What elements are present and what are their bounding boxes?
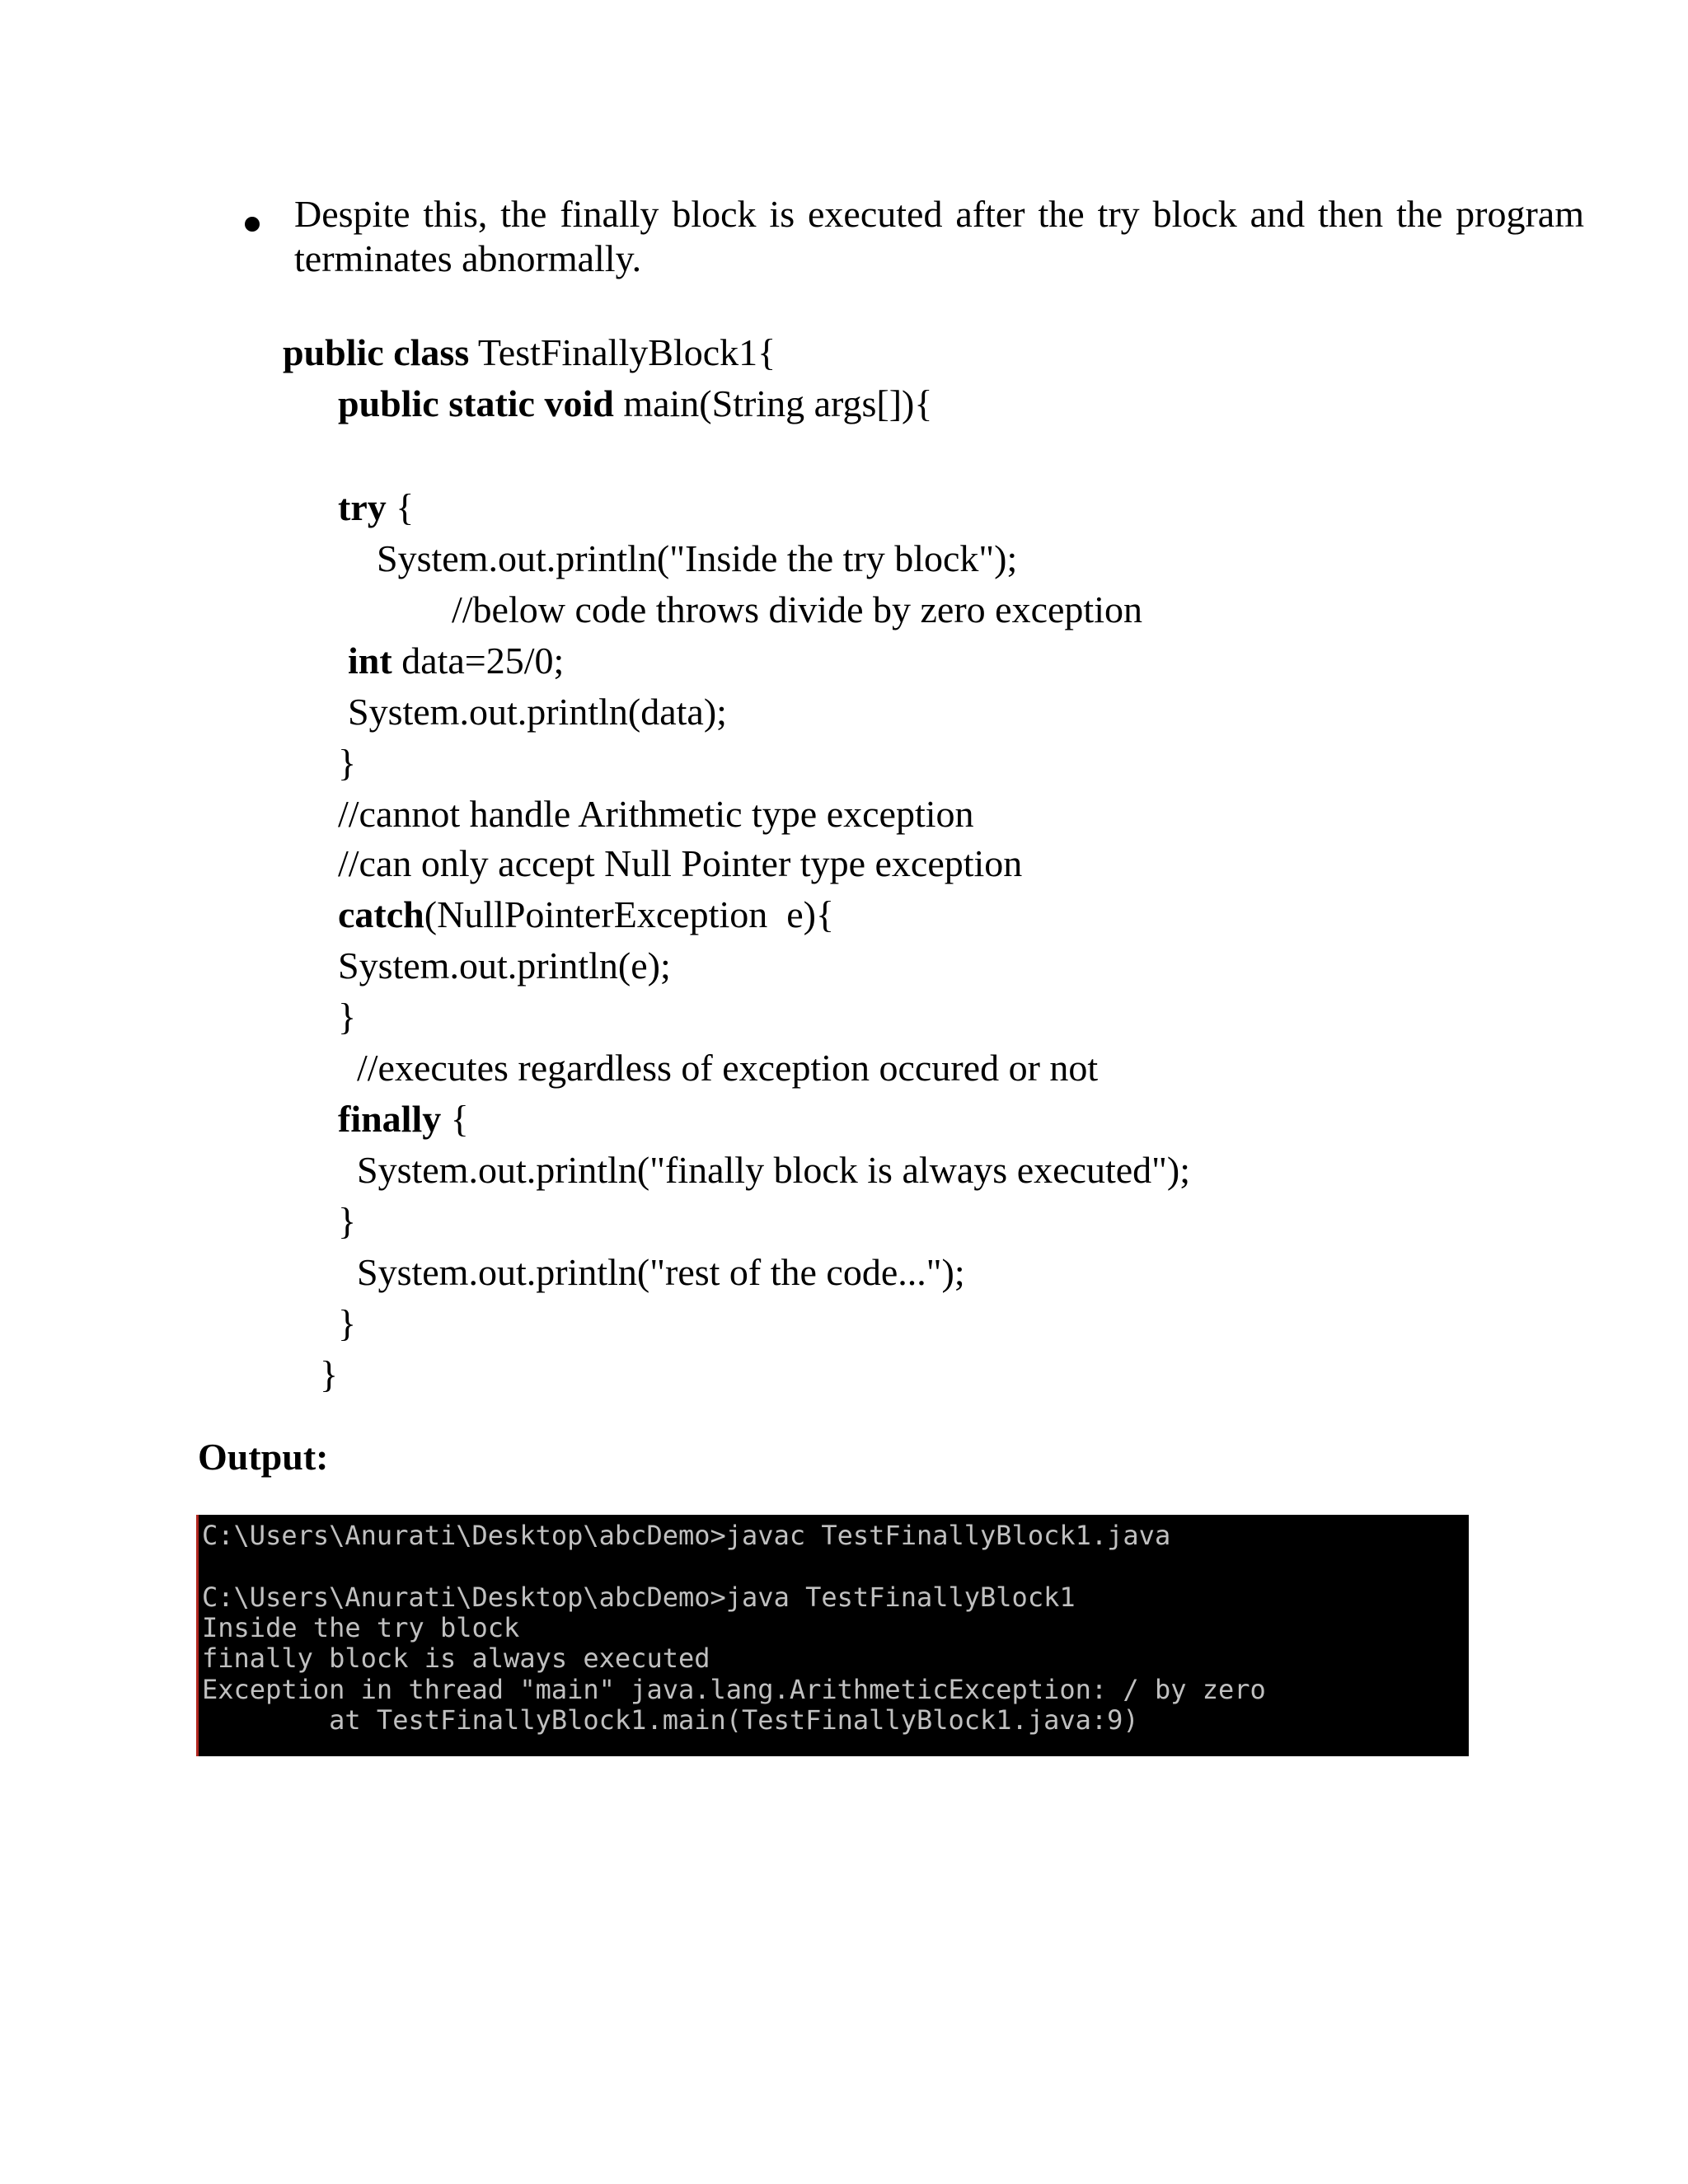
bullet-icon — [245, 217, 260, 232]
code-comment: //executes regardless of exception occured or not — [357, 1047, 1099, 1089]
console-line: finally block is always executed — [202, 1643, 710, 1674]
code-comment: //can only accept Null Pointer type exception — [338, 842, 1023, 884]
code-line: public static void main(String args[]){ — [338, 382, 933, 424]
console-line: at TestFinallyBlock1.main(TestFinallyBlock1.java:9) — [202, 1704, 1139, 1736]
console-line: Inside the try block — [202, 1612, 520, 1643]
code-line: System.out.println(e); — [338, 944, 671, 987]
bullet-text: Despite this, the finally block is executed after the try block and then the program terminates abnormally. — [294, 193, 1584, 279]
code-line: } — [338, 1200, 357, 1242]
console-line: Exception in thread "main" java.lang.ArithmeticException: / by zero — [202, 1674, 1266, 1705]
console-line: C:\Users\Anurati\Desktop\abcDemo>java TestFinallyBlock1 — [202, 1582, 1076, 1613]
code-line: finally { — [338, 1098, 469, 1140]
code-line: public class TestFinallyBlock1{ — [283, 331, 776, 373]
code-line: int data=25/0; — [348, 640, 565, 682]
code-line: } — [320, 1353, 339, 1395]
code-line: System.out.println("Inside the try block"); — [377, 537, 1018, 579]
code-line: System.out.println("rest of the code..."); — [357, 1251, 965, 1293]
console-output — [196, 1515, 1469, 1756]
code-line: System.out.println("finally block is always executed"); — [357, 1149, 1191, 1191]
code-line: } — [338, 1302, 357, 1344]
code-line: System.out.println(data); — [348, 691, 727, 733]
code-line: try { — [338, 486, 415, 528]
code-comment: //below code throws divide by zero exception — [452, 588, 1142, 630]
output-heading: Output: — [198, 1436, 329, 1478]
code-line: } — [338, 996, 357, 1038]
code-line: catch(NullPointerException e){ — [338, 893, 835, 935]
code-line: } — [338, 742, 357, 784]
code-comment: //cannot handle Arithmetic type exception — [338, 793, 974, 835]
console-line: C:\Users\Anurati\Desktop\abcDemo>javac TestFinallyBlock1.java — [202, 1520, 1171, 1551]
